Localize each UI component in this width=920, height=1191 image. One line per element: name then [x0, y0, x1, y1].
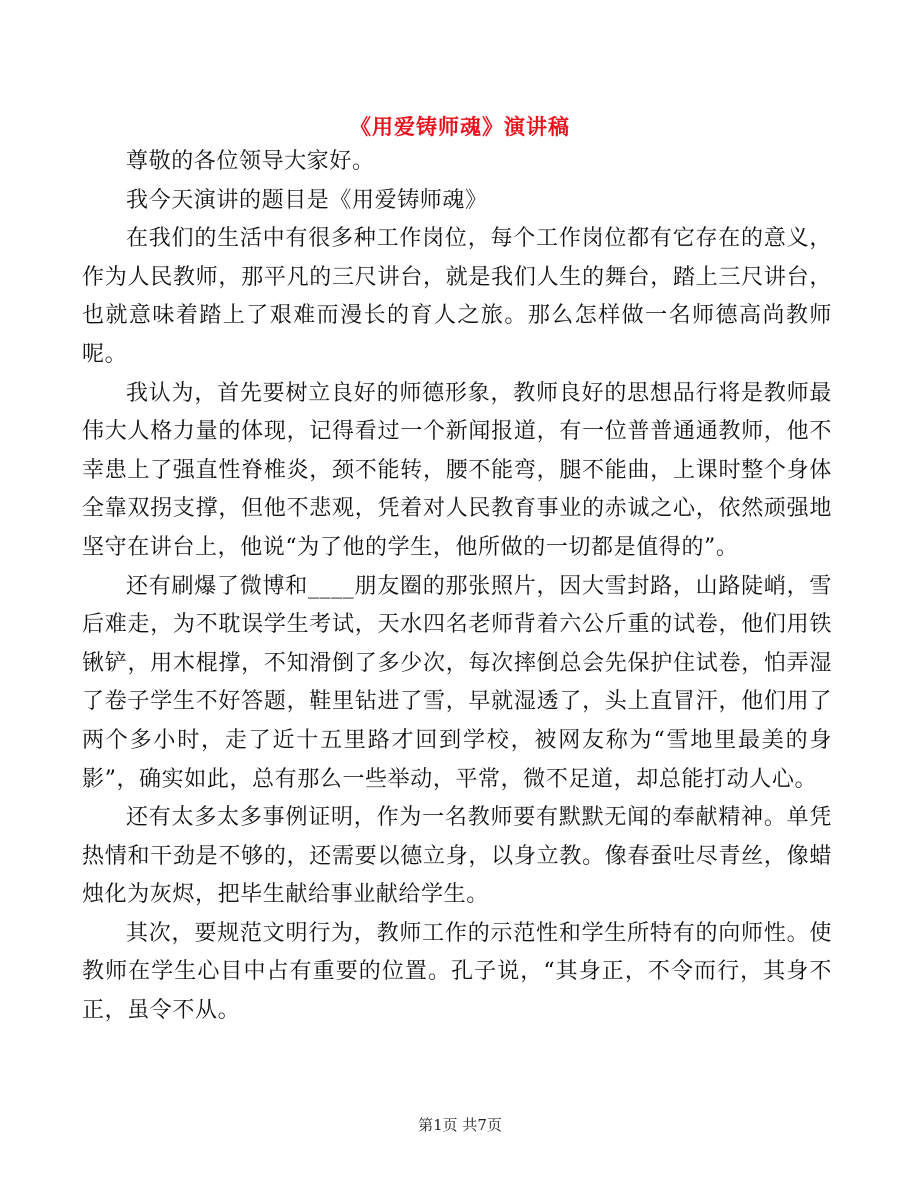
paragraph-first-point: 我认为，首先要树立良好的师德形象，教师良好的思想品行将是教师最伟大人格力量的体现，记得看过一个新闻报道，有一位普普通通教师，他不幸患上了强直性脊椎炎，颈不能转，腰不能弯，腿不能曲，上课时整个身体全靠双拐支撑，但他不悲观，凭着对人民教育事业的赤诚之心，依然顽强地坚守在讲台上，他说“为了他的学生，他所做的一切都是值得的”。 [82, 380, 832, 560]
page-number-footer: 第1页 共7页 [418, 1116, 502, 1134]
paragraph-dedication: 还有太多太多事例证明，作为一名教师要有默默无闻的奉献精神。单凭热情和干劲是不够的，还需要以德立身，以身立教。像春蚕吐尽青丝，像蜡烛化为灰烬，把毕生献给事业献给学生。 [82, 805, 832, 908]
paragraph-intro: 在我们的生活中有很多种工作岗位，每个工作岗位都有它存在的意义，作为人民教师，那平凡的三尺讲台，就是我们人生的舞台，踏上三尺讲台，也就意味着踏上了艰难而漫长的育人之旅。那么怎样做一名师德高尚教师呢。 [82, 226, 832, 367]
paragraph-topic: 我今天演讲的题目是《用爱铸师魂》 [126, 187, 488, 213]
paragraph-greeting: 尊敬的各位领导大家好。 [126, 149, 375, 174]
document-title: 《用爱铸师魂》演讲稿 [350, 114, 570, 139]
paragraph-snow-story: 还有刷爆了微博和____朋友圈的那张照片，因大雪封路，山路陡峭，雪后难走，为不耽误学生考试，天水四名老师背着六公斤重的试卷，他们用铁锹铲，用木棍撑，不知滑倒了多少次，每次摔倒总会先保护住试卷，怕弄湿了卷子学生不好答题，鞋里钻进了雪，早就湿透了，头上直冒汗，他们用了两个多小时，走了近十五里路才回到学校，被网友称为“雪地里最美的身影”，确实如此，总有那么一些举动，平常，微不足道，却总能打动人心。 [82, 573, 832, 792]
paragraph-second-point: 其次，要规范文明行为，教师工作的示范性和学生所特有的向师性。使教师在学生心目中占有重要的位置。孔子说，“其身正，不令而行，其身不正，虽令不从。 [82, 920, 832, 1024]
document-body [82, 143, 832, 1031]
